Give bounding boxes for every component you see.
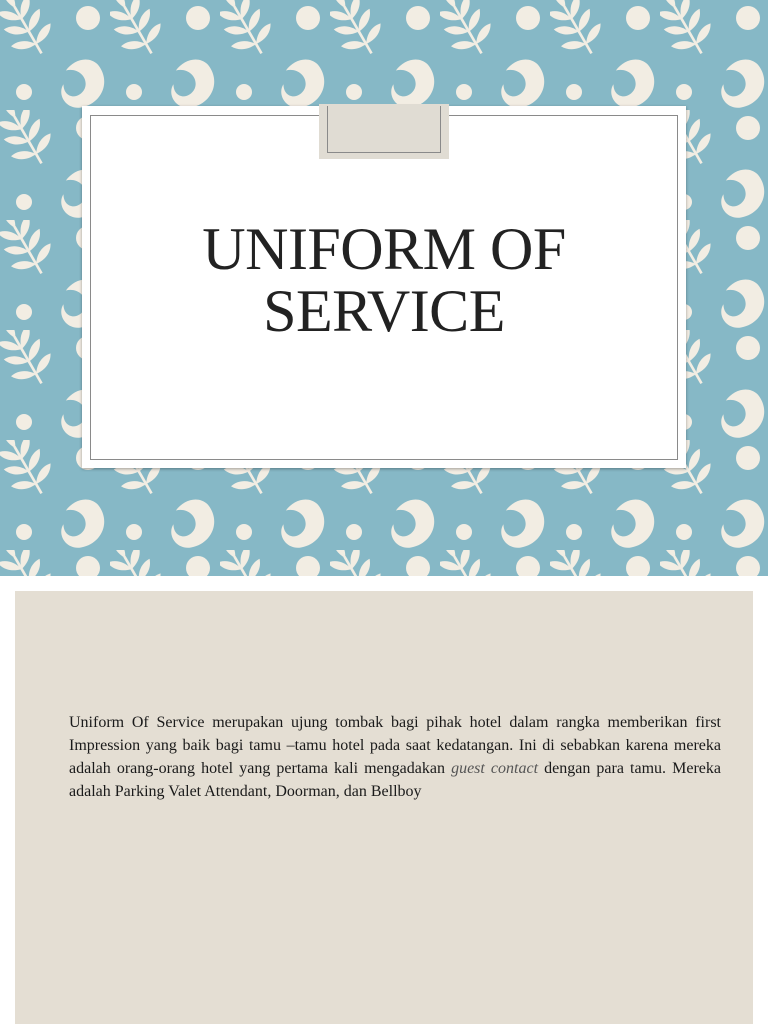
slide-title [82, 218, 686, 342]
slide-title-line-1: UNIFORM OF [202, 216, 566, 282]
body-paragraph-part-2: dengan para tamu. Mereka adalah Parking Valet Attendant, Doorman, dan Bellboy [69, 760, 721, 800]
body-paragraph-italic-term: guest contact [451, 760, 539, 777]
clip-tab [319, 104, 449, 159]
clip-tab-border [327, 106, 441, 153]
content-slide [15, 591, 753, 1024]
body-paragraph [69, 711, 721, 803]
body-paragraph-part-1: Uniform Of Service merupakan ujung tombak bagi pihak hotel dalam rangka memberikan first Impression yang baik bagi tamu –tamu hotel pada saat kedatangan. Ini di sebabkan karena mereka adalah orang-orang hotel yang pertama kali mengadakan [69, 714, 721, 777]
slide-title-line-2: SERVICE [263, 278, 505, 344]
